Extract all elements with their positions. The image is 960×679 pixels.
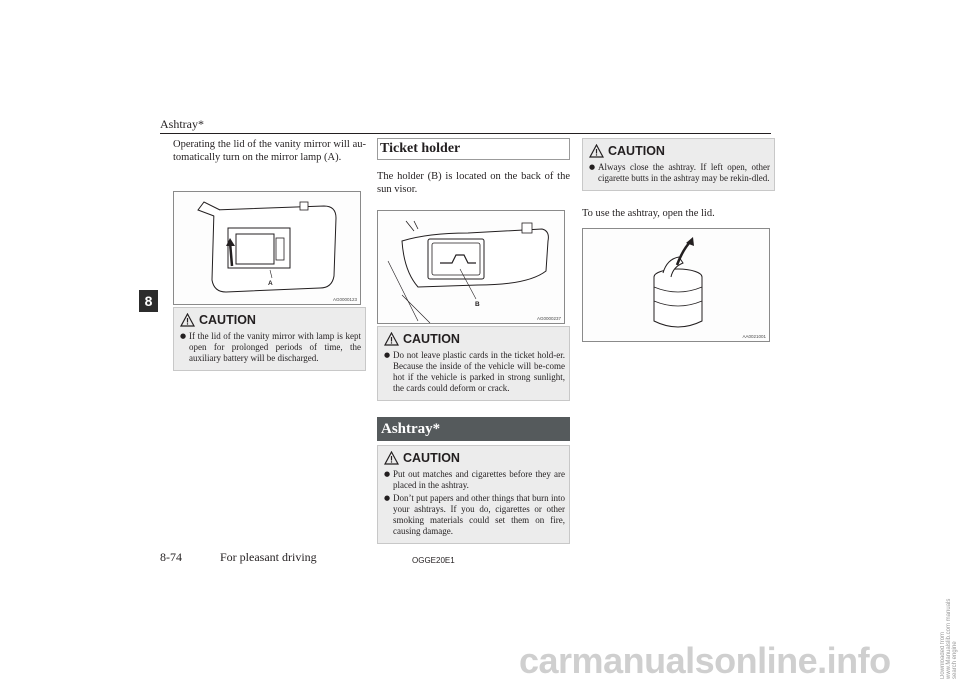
ashtray-text: To use the ashtray, open the lid. — [582, 208, 715, 219]
site-watermark[interactable]: carmanualsonline.info — [519, 640, 891, 679]
caution-box — [582, 138, 775, 191]
caution-title: CAUTION — [608, 144, 665, 158]
figure-code: AA0021001 — [742, 334, 766, 339]
ashtray-heading: Ashtray* — [377, 417, 570, 441]
vanity-mirror-illustration — [173, 191, 361, 305]
ashtray-illustration — [582, 228, 770, 342]
page-number: 8-74 — [160, 550, 182, 564]
side-watermark: Downloaded from www.Manualslib.com manuals search engine — [940, 598, 958, 679]
caution-title: CAUTION — [403, 332, 460, 346]
warning-triangle-icon — [384, 451, 399, 465]
bullet-icon: ● — [384, 494, 391, 502]
warning-triangle-icon — [589, 144, 604, 158]
figure-code: AG0000237 — [536, 316, 561, 321]
caution-box — [377, 326, 570, 401]
section-name: For pleasant driving — [220, 550, 317, 564]
column-1 — [173, 138, 366, 371]
ashtray-drawing — [583, 229, 771, 343]
bullet-icon: ● — [384, 351, 391, 359]
caution-box — [173, 307, 366, 371]
sun-visor-holder-drawing — [378, 211, 566, 325]
ticket-holder-illustration — [377, 210, 565, 324]
figure-code: AG0000123 — [332, 297, 357, 302]
caution-item: ● Don’t put papers and other things that burn into your ashtrays. If you do, cigarettes or other smoking materials could set them on fire, causing damage. — [384, 493, 565, 536]
caution-item: ● Do not leave plastic cards in the ticket hold-er. Because the inside of the vehicle will be-come hot if the vehicle is parked in strong sunlight, the cards could deform or crack. — [384, 350, 565, 393]
figure-label-a: A — [268, 280, 273, 287]
caution-item: ● If the lid of the vanity mirror with lamp is kept open for prolonged periods of time, the auxiliary battery will be discharged. — [180, 331, 361, 363]
vanity-mirror-intro: Operating the lid of the vanity mirror will au-tomatically turn on the mirror lamp (A). — [173, 139, 366, 163]
bullet-icon: ● — [180, 332, 187, 340]
running-head: Ashtray* — [160, 117, 204, 131]
ticket-holder-heading: Ticket holder — [377, 138, 570, 160]
bullet-icon: ● — [589, 163, 596, 171]
warning-triangle-icon — [384, 332, 399, 346]
caution-item: ● Put out matches and cigarettes before they are placed in the ashtray. — [384, 469, 565, 490]
bullet-icon: ● — [384, 470, 391, 478]
column-2 — [377, 138, 570, 544]
chapter-tab[interactable]: 8 — [139, 290, 158, 312]
ticket-holder-text: The holder (B) is located on the back of the sun visor. — [377, 171, 570, 195]
warning-triangle-icon — [180, 313, 195, 327]
caution-title: CAUTION — [403, 451, 460, 465]
sun-visor-mirror-drawing — [174, 192, 362, 306]
caution-item: ● Always close the ashtray. If left open, other cigarette butts in the ashtray may be rekin-dled. — [589, 162, 770, 183]
document-code: OGGE20E1 — [412, 556, 455, 565]
figure-label-b: B — [475, 301, 480, 308]
header-rule — [160, 133, 771, 134]
caution-box — [377, 445, 570, 544]
caution-title: CAUTION — [199, 313, 256, 327]
column-3 — [582, 138, 775, 342]
